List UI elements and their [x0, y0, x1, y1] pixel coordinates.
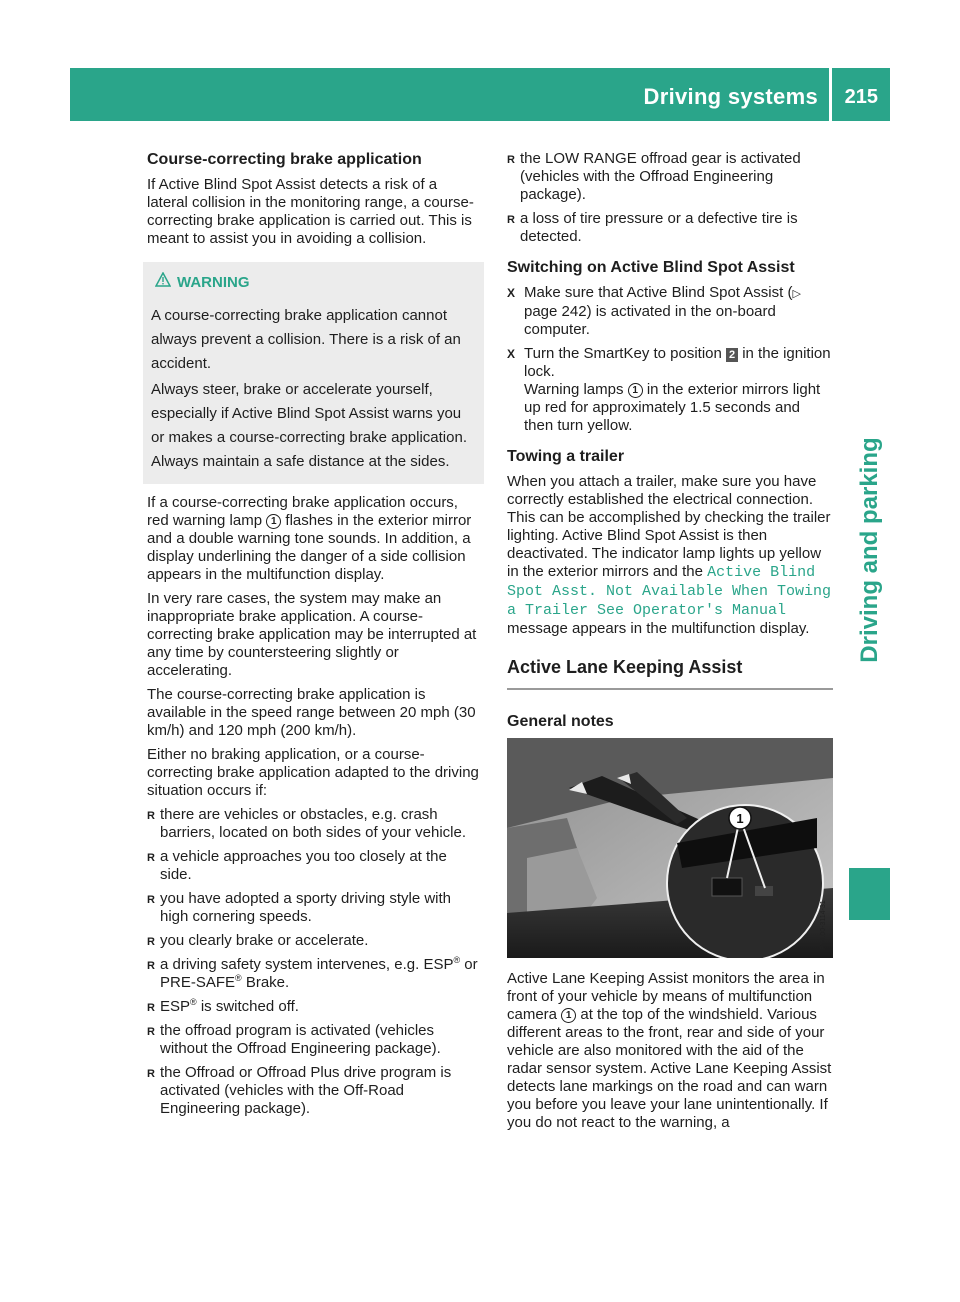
- key-position-badge: 2: [726, 348, 738, 362]
- heading-course-correcting: Course-correcting brake application: [147, 151, 422, 168]
- warning-text: A course-correcting brake application cannot always prevent a collision. There is a risk of an accident.: [151, 307, 461, 372]
- paragraph: If Active Blind Spot Assist detects a risk of a lateral collision in the monitoring range, a course-correcting brake application is carried out. This is meant to assist you in avoiding a collision.: [147, 176, 474, 247]
- list-item: R you clearly brake or accelerate.: [147, 932, 369, 949]
- figure-illustration: [507, 738, 833, 958]
- figure-code: P54.00-3114-31: [820, 900, 827, 950]
- paragraph: The course-correcting brake application is available in the speed range between 20 mph (30 km/h) and 120 mph (200 km/h).: [147, 686, 476, 739]
- list-item: R the Offroad or Offroad Plus drive program is activated (vehicles with the Off-Road Engineering package).: [147, 1064, 452, 1117]
- display-message: Active Blind Spot Asst. Not Available When Towing a Trailer See Operator's Manual: [507, 564, 832, 619]
- section-title: Driving systems: [643, 84, 818, 109]
- heading-switching-on: Switching on Active Blind Spot Assist: [507, 259, 795, 276]
- paragraph: In very rare cases, the system may make an inappropriate brake application. A course-correcting brake application may be interrupted at any time by countersteering slightly or accelerating.: [147, 590, 477, 679]
- windshield-camera-figure: [507, 738, 833, 958]
- warning-triangle-icon: [155, 272, 171, 292]
- chapter-marker: [849, 868, 890, 920]
- condition-list-continued: [507, 150, 833, 246]
- list-item: R you have adopted a sporty driving style with high cornering speeds.: [147, 890, 451, 925]
- right-column: [507, 150, 833, 1138]
- warning-text: Always steer, brake or accelerate yourself, especially if Active Blind Spot Assist warns you or makes a course-correcting brake application. Always maintain a safe distance at the sides.: [151, 381, 467, 470]
- list-item: R there are vehicles or obstacles, e.g. crash barriers, located on both sides of your vehicle.: [147, 806, 466, 841]
- paragraph: Active Lane Keeping Assist monitors the area in front of your vehicle by means of multifunction camera 1 at the top of the windshield. Various different areas to the front, rear and side of your vehicle are also monitored with the aid of the radar sensor system. Active Lane Keeping Assist detects lane markings on the road and can warn you before you leave your lane unintentionally. If you do not react to the warning, a: [507, 970, 832, 1131]
- left-column: [147, 150, 480, 1124]
- warning-title: WARNING: [177, 274, 250, 291]
- list-item: R the offroad program is activated (vehicles without the Offroad Engineering package).: [147, 1022, 441, 1057]
- page-header: [70, 68, 890, 121]
- step-item: X Turn the SmartKey to position 2 in the ignition lock. Warning lamps 1 in the exterior mirrors light up red for approximately 1.5 seconds and then turn yellow.: [507, 345, 831, 434]
- callout-number: 1: [266, 514, 281, 529]
- list-item: R a loss of tire pressure or a defective tire is detected.: [507, 210, 798, 245]
- heading-lane-keeping: Active Lane Keeping Assist: [507, 656, 833, 690]
- list-item: R a vehicle approaches you too closely at the side.: [147, 848, 447, 883]
- condition-list: [147, 806, 480, 1118]
- callout-number: 1: [628, 383, 643, 398]
- paragraph: If a course-correcting brake application occurs, red warning lamp 1 flashes in the exterior mirror and a double warning tone sounds. In addition, a display underlining the danger of a side collision appears in the multifunction display.: [147, 494, 472, 583]
- page-ref-arrow-icon: ▷: [792, 288, 801, 300]
- warning-heading: [155, 272, 478, 292]
- chapter-tab-label: Driving and parking: [855, 437, 883, 663]
- step-item: X Make sure that Active Blind Spot Assist (▷ page 242) is activated in the on-board computer.: [507, 284, 801, 338]
- paragraph: When you attach a trailer, make sure you have correctly established the electrical connection. This can be accomplished by checking the trailer lighting. Active Blind Spot Assist is then deactivated. The indicator lamp lights up yellow in the exterior mirrors and the Active Blind Spot Asst. Not Available When Towing a Trailer See Operator's Manual message appears in the multifunction display.: [507, 473, 832, 637]
- callout-number: 1: [561, 1008, 576, 1023]
- heading-general-notes: General notes: [507, 713, 614, 730]
- step-list: [507, 284, 833, 435]
- list-item: R ESP® is switched off.: [147, 997, 299, 1015]
- page-number: 215: [844, 86, 878, 108]
- figure-callout: 1: [736, 811, 744, 826]
- list-item: R the LOW RANGE offroad gear is activated (vehicles with the Offroad Engineering package).: [507, 150, 801, 203]
- header-divider: [829, 68, 832, 121]
- paragraph: Either no braking application, or a course-correcting brake application adapted to the driving situation occurs if:: [147, 746, 479, 799]
- heading-towing: Towing a trailer: [507, 448, 625, 465]
- chapter-tab: [849, 240, 890, 860]
- list-item: R a driving safety system intervenes, e.g. ESP® or PRE-SAFE® Brake.: [147, 955, 478, 991]
- warning-box: [143, 262, 484, 484]
